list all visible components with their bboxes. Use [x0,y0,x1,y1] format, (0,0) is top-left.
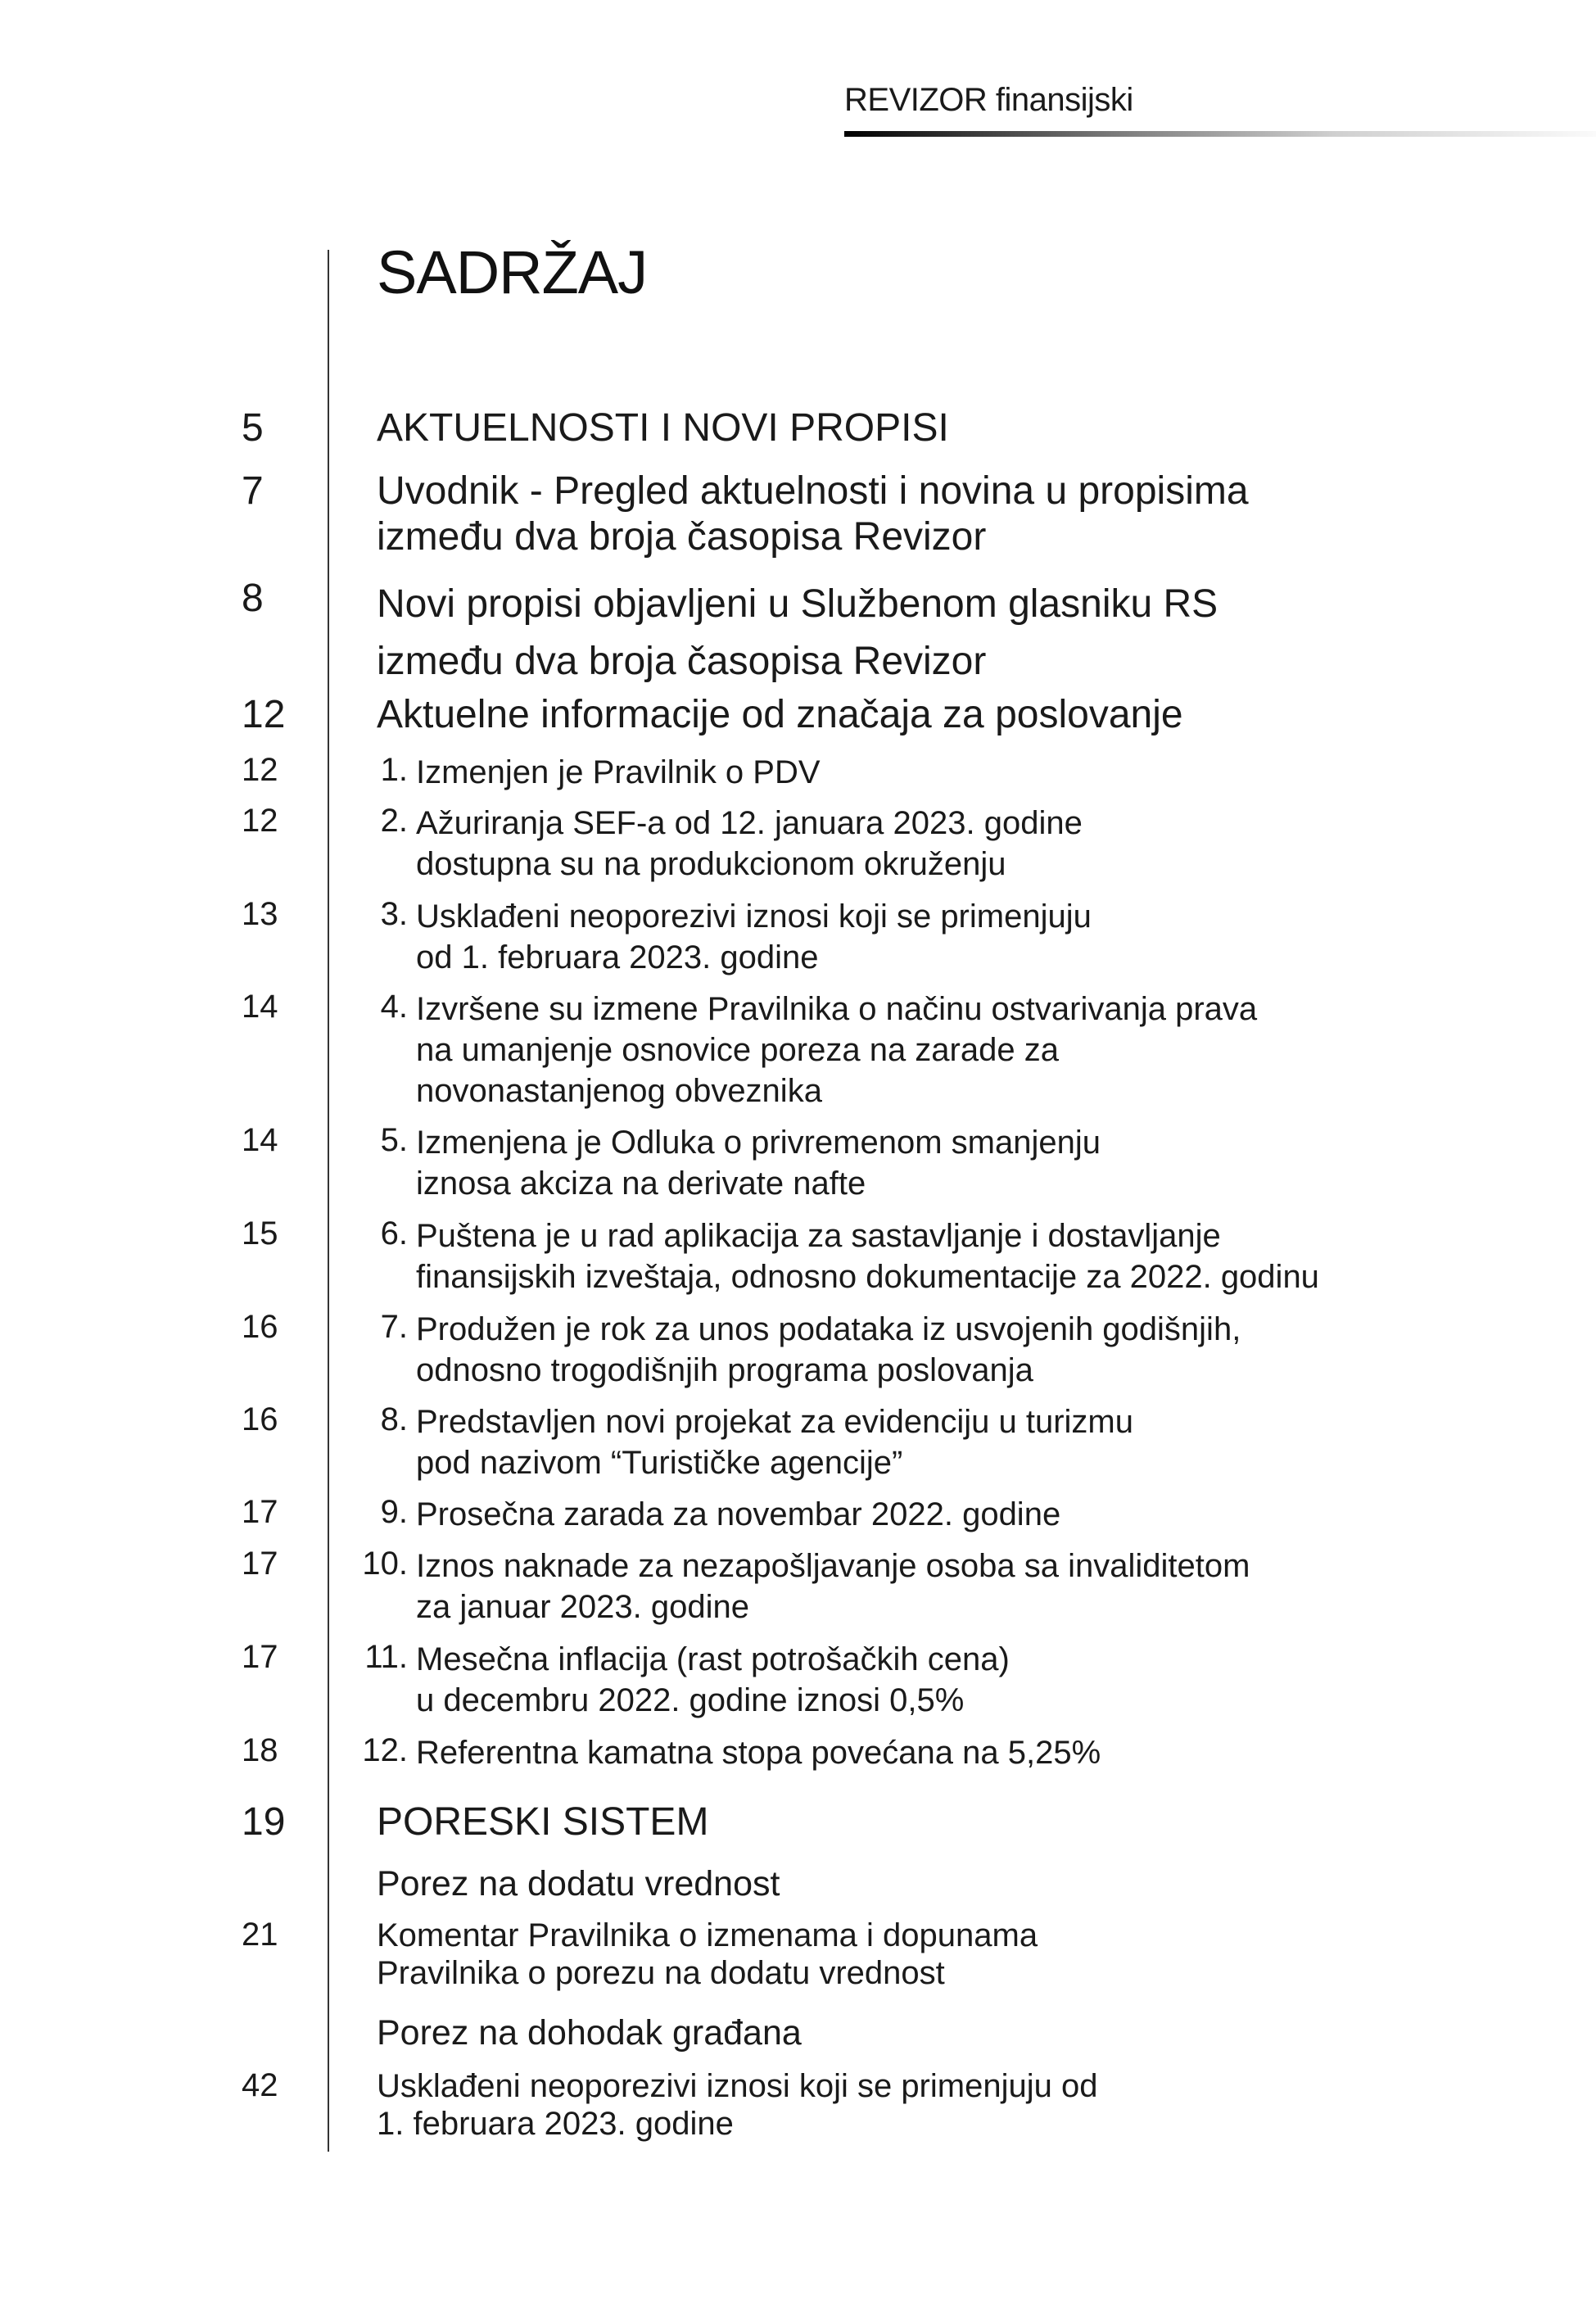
item-number: 6. [380,1215,408,1252]
entry-line: Usklađeni neoporezivi iznosi koji se primenjuju [416,898,1092,935]
entry-line: za januar 2023. godine [416,1589,749,1625]
page-number: 14 [242,1122,278,1158]
page-number: 17 [242,1639,278,1675]
header-gradient-rule [844,131,1596,137]
item-number: 5. [380,1122,408,1158]
entry-line: u decembru 2022. godine iznosi 0,5% [416,1682,965,1718]
item-number: 4. [380,989,408,1025]
entry-line: između dva broja časopisa Revizor [377,515,987,559]
page-number: 7 [242,469,264,513]
entry-line: Komentar Pravilnika o izmenama i dopunama [377,1917,1038,1953]
entry-line: odnosno trogodišnjih programa poslovanja [416,1352,1033,1388]
entry-line: Produžen je rok za unos podataka iz usvojenih godišnjih, [416,1311,1241,1347]
entry-line: Usklađeni neoporezivi iznosi koji se primenjuju od [377,2068,1098,2104]
entry-line: Puštena je u rad aplikacija za sastavljanje i dostavljanje [416,1218,1221,1254]
item-number: 7. [380,1309,408,1345]
page-number: 42 [242,2067,278,2103]
item-number: 10. [362,1546,408,1582]
running-header: REVIZOR finansijski [844,82,1133,118]
entry-line: finansijskih izveštaja, odnosno dokumentacije za 2022. godinu [416,1259,1319,1295]
item-number: 9. [380,1494,408,1530]
item-number: 3. [380,896,408,932]
entry-line: 1. februara 2023. godine [377,2106,734,2142]
entry-line: iznosa akciza na derivate nafte [416,1166,866,1202]
entry-line: Izmenjen je Pravilnik o PDV [416,754,821,790]
entry-line: na umanjenje osnovice poreza na zarade za [416,1032,1059,1068]
entry-line: Izvršene su izmene Pravilnika o načinu ostvarivanja prava [416,991,1258,1027]
section-title: Aktuelne informacije od značaja za poslovanje [377,693,1183,736]
entry-line: Predstavljen novi projekat za evidenciju u turizmu [416,1404,1133,1440]
section-title: PORESKI SISTEM [377,1800,709,1844]
section-title: AKTUELNOSTI I NOVI PROPISI [377,406,949,450]
page-number: 14 [242,989,278,1025]
item-number: 12. [362,1732,408,1768]
entry-line: između dva broja časopisa Revizor [377,640,987,683]
page-number: 17 [242,1546,278,1582]
entry-line: od 1. februara 2023. godine [416,939,819,975]
entry-line: Mesečna inflacija (rast potrošačkih cena) [416,1641,1010,1677]
item-number: 11. [364,1639,408,1675]
entry-line: Prosečna zarada za novembar 2022. godine [416,1496,1061,1532]
subsection-title: Porez na dohodak građana [377,2013,802,2053]
item-number: 2. [380,803,408,839]
page-number: 12 [242,752,278,788]
page-number: 5 [242,406,264,450]
entry-line: Novi propisi objavljeni u Službenom glasniku RS [377,582,1218,626]
page-number: 13 [242,896,278,932]
entry-line: novonastanjenog obveznika [416,1073,822,1109]
page-number: 16 [242,1309,278,1345]
entry-line: Uvodnik - Pregled aktuelnosti i novina u propisima [377,469,1249,513]
entry-line: Izmenjena je Odluka o privremenom smanjenju [416,1125,1101,1161]
page-number: 12 [242,803,278,839]
entry-line: pod nazivom “Turističke agencije” [416,1445,903,1481]
subsection-title: Porez na dodatu vrednost [377,1864,780,1903]
page-number: 8 [242,577,264,620]
item-number: 8. [380,1401,408,1437]
vertical-divider [328,250,329,2152]
entry-line: Iznos naknade za nezapošljavanje osoba sa invaliditetom [416,1548,1250,1584]
toc-title: SADRŽAJ [377,238,648,306]
page-number: 19 [242,1800,286,1844]
page-number: 12 [242,693,286,736]
page-number: 17 [242,1494,278,1530]
page-number: 21 [242,1917,278,1953]
entry-line: dostupna su na produkcionom okruženju [416,846,1006,882]
page-number: 16 [242,1401,278,1437]
item-number: 1. [380,752,408,788]
page-number: 18 [242,1732,278,1768]
entry-line: Ažuriranja SEF-a od 12. januara 2023. godine [416,805,1083,841]
entry-line: Pravilnika o porezu na dodatu vrednost [377,1955,945,1991]
entry-line: Referentna kamatna stopa povećana na 5,25% [416,1735,1101,1771]
page-number: 15 [242,1215,278,1252]
